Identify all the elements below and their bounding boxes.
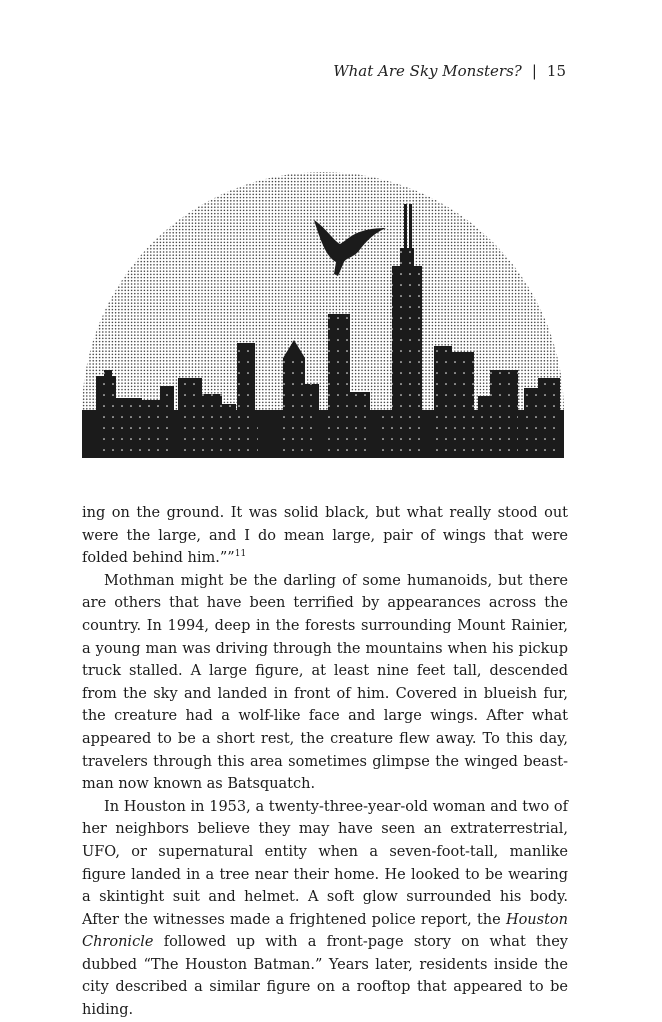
paragraph-3: In Houston in 1953, a twenty-three-year-old woman and two of her neighbors believe they may have seen an extraterrestrial, UFO, or supernatural entity when a seven-foot-tall, manlike figure landed in a tree near their home. He looked to be wearing a skintight suit and helmet. A soft glow surrounded his body. After the witnesses made a frightened police report, the Houston Chronicle followed up with a front-page story on what they dubbed “The Houston Batman.” Years later, residents inside the city described a similar figure on a rooftop that appeared to be hiding. <box>82 798 568 1019</box>
running-header-title: What Are Sky Monsters? <box>333 62 522 80</box>
running-header <box>333 62 566 80</box>
paragraph-2: Mothman might be the darling of some humanoids, but there are others that have been terrified by appearances across the country. In 1994, deep in the forests surrounding Mount Rainier, a young man was driving through the mountains when his pickup truck stalled. A large figure, at least nine feet tall, descended from the sky and landed in front of him. Covered in blueish fur, the creature had a wolf-like face and large wings. After what appeared to be a short rest, the creature flew away. To this day, travelers through this area sometimes glimpse the winged beast-man now known as Batsquatch. <box>82 572 568 793</box>
page-number: 15 <box>546 62 566 80</box>
header-separator: | <box>531 62 537 80</box>
paragraph-1: ing on the ground. It was solid black, but what really stood out were the large, and I do mean large, pair of wings that were folded behind him.””$^{11}$ <box>82 505 568 567</box>
newspaper-title: Houston Chronicle <box>82 911 568 951</box>
skyline-illustration <box>82 148 564 458</box>
footnote-marker: 11 <box>234 549 247 560</box>
body-text <box>82 502 568 1022</box>
